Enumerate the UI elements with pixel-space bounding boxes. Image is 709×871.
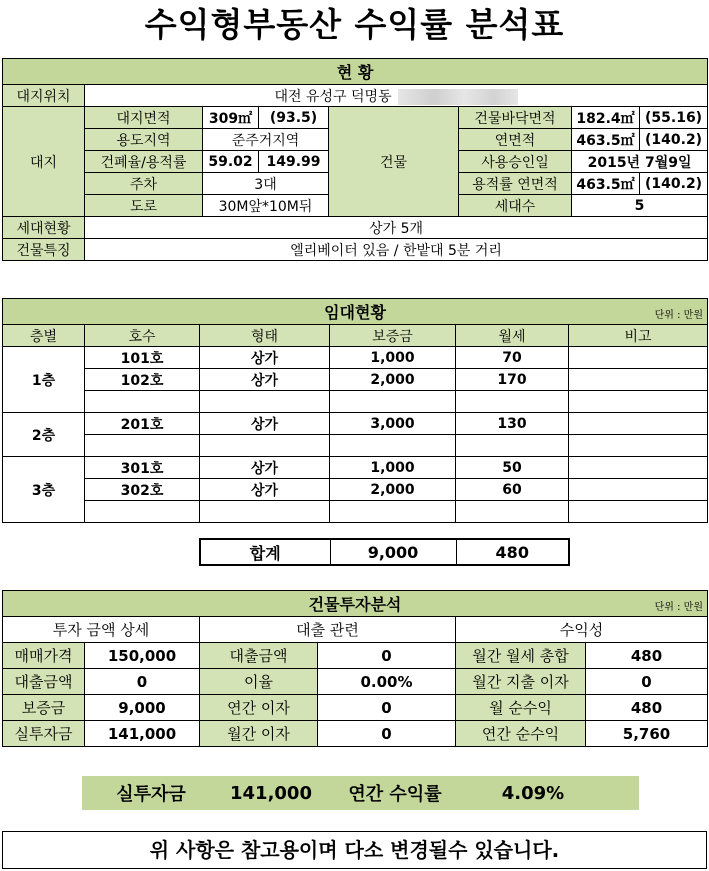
unit-number: 301호 — [85, 457, 200, 479]
total-label: 합계 — [200, 539, 330, 565]
units-count-label: 세대수 — [459, 195, 572, 217]
unit-rent: 130 — [456, 413, 569, 435]
summary-invest-value: 141,000 — [230, 782, 312, 804]
building-floor-area-label: 건물바닥면적 — [459, 107, 572, 129]
unit-type: 상가 — [200, 457, 330, 479]
invest-detail-header: 투자 금액 상세 — [3, 617, 200, 643]
unit-number — [85, 435, 200, 457]
lease-header-cell — [3, 299, 708, 325]
land-area-pyeong: (93.5) — [259, 107, 329, 129]
approval-date-label: 사용승인일 — [459, 151, 572, 173]
table-row — [3, 391, 708, 413]
col-type: 형태 — [200, 325, 330, 347]
floor-label: 2층 — [3, 413, 85, 457]
table-row — [3, 457, 708, 479]
approval-date-value: 2015년 7월9일 — [572, 151, 708, 173]
status-table — [2, 58, 708, 261]
monthly-net-income-label: 월 순수익 — [456, 695, 586, 721]
col-deposit: 보증금 — [330, 325, 456, 347]
table-row — [3, 721, 708, 747]
summary-yield-label: 연간 수익률 — [348, 784, 442, 805]
unit-deposit: 1,000 — [330, 457, 456, 479]
zoning-label: 용도지역 — [85, 129, 203, 151]
col-rent: 월세 — [456, 325, 569, 347]
road-value: 30M앞*10M뒤 — [203, 195, 329, 217]
summary-bar — [82, 776, 639, 810]
floor-label: 3층 — [3, 457, 85, 523]
invest-unit-note: 단위 : 만원 — [654, 602, 703, 613]
profit-header: 수익성 — [456, 617, 708, 643]
total-deposit: 9,000 — [330, 539, 456, 565]
table-row — [3, 643, 708, 669]
location-label: 대지위치 — [3, 85, 85, 107]
unit-number: 302호 — [85, 479, 200, 501]
loan-amount-value: 0 — [318, 643, 456, 669]
invest-header-cell — [3, 591, 708, 617]
unit-number — [85, 391, 200, 413]
total-rent: 480 — [456, 539, 569, 565]
unit-type: 상가 — [200, 347, 330, 369]
household-label: 세대현황 — [3, 217, 85, 239]
parking-label: 주차 — [85, 173, 203, 195]
unit-deposit — [330, 435, 456, 457]
feature-value: 엘리베이터 있음 / 한밭대 5분 거리 — [85, 239, 708, 261]
loan-amount-label: 대출금액 — [200, 643, 318, 669]
table-row — [3, 669, 708, 695]
monthly-interest-value: 0 — [318, 721, 456, 747]
far-area-value: 463.5㎡ — [572, 173, 640, 195]
loan-label: 대출금액 — [3, 669, 85, 695]
table-row — [3, 347, 708, 369]
parking-value: 3대 — [203, 173, 329, 195]
actual-investment-label: 실투자금 — [3, 721, 85, 747]
summary-invest-label: 실투자금 — [116, 784, 186, 805]
monthly-rent-total-value: 480 — [586, 643, 708, 669]
location-value: 대전 유성구 덕명동 — [274, 88, 392, 105]
table-row — [3, 501, 708, 523]
gross-area-value: 463.5㎡ — [572, 129, 640, 151]
sale-price-label: 매매가격 — [3, 643, 85, 669]
lease-unit-note: 단위 : 만원 — [654, 310, 704, 321]
road-label: 도로 — [85, 195, 203, 217]
invest-table — [2, 590, 708, 747]
loan-value: 0 — [85, 669, 200, 695]
monthly-interest-label: 월간 이자 — [200, 721, 318, 747]
unit-note — [569, 457, 708, 479]
building-floor-area-value: 182.4㎡ — [572, 107, 640, 129]
unit-rent — [456, 501, 569, 523]
annual-interest-label: 연간 이자 — [200, 695, 318, 721]
floor-area-ratio-value: 149.99 — [259, 151, 329, 173]
zoning-value: 준주거지역 — [203, 129, 329, 151]
table-row — [3, 369, 708, 391]
household-value: 상가 5개 — [85, 217, 708, 239]
actual-investment-value: 141,000 — [85, 721, 200, 747]
units-count-value: 5 — [572, 195, 708, 217]
unit-rent — [456, 391, 569, 413]
sale-price-value: 150,000 — [85, 643, 200, 669]
building-floor-area-pyeong: (55.16) — [640, 107, 708, 129]
status-header: 현 황 — [3, 59, 708, 85]
unit-rent: 170 — [456, 369, 569, 391]
unit-rent: 60 — [456, 479, 569, 501]
far-area-label: 용적률 연면적 — [459, 173, 572, 195]
coverage-ratio-value: 59.02 — [203, 151, 259, 173]
loan-header: 대출 관련 — [200, 617, 456, 643]
annual-net-income-value: 5,760 — [586, 721, 708, 747]
unit-type: 상가 — [200, 479, 330, 501]
summary-yield-value: 4.09% — [501, 782, 565, 804]
interest-rate-value: 0.00% — [318, 669, 456, 695]
unit-number — [85, 501, 200, 523]
unit-type: 상가 — [200, 369, 330, 391]
coverage-ratio-label: 건폐율/용적률 — [85, 151, 203, 173]
unit-rent: 70 — [456, 347, 569, 369]
table-row — [3, 435, 708, 457]
lease-table — [2, 298, 708, 523]
gross-area-pyeong: (140.2) — [640, 129, 708, 151]
redacted-address — [398, 89, 518, 105]
feature-label: 건물특징 — [3, 239, 85, 261]
location-cell — [85, 85, 708, 107]
unit-number: 101호 — [85, 347, 200, 369]
monthly-interest-expense-label: 월간 지출 이자 — [456, 669, 586, 695]
unit-deposit — [330, 391, 456, 413]
unit-deposit: 1,000 — [330, 347, 456, 369]
unit-number: 201호 — [85, 413, 200, 435]
table-row — [3, 413, 708, 435]
unit-type — [200, 435, 330, 457]
disclaimer: 위 사항은 참고용이며 다소 변경될수 있습니다. — [2, 831, 707, 869]
unit-deposit — [330, 501, 456, 523]
unit-note — [569, 435, 708, 457]
unit-note — [569, 413, 708, 435]
unit-type: 상가 — [200, 413, 330, 435]
lease-header: 임대현황 — [324, 303, 386, 322]
col-unit: 호수 — [85, 325, 200, 347]
unit-note — [569, 391, 708, 413]
monthly-interest-expense-value: 0 — [586, 669, 708, 695]
page-title: 수익형부동산 수익률 분석표 — [144, 5, 565, 44]
deposit-value: 9,000 — [85, 695, 200, 721]
unit-note — [569, 347, 708, 369]
deposit-label: 보증금 — [3, 695, 85, 721]
interest-rate-label: 이율 — [200, 669, 318, 695]
unit-number: 102호 — [85, 369, 200, 391]
table-row — [3, 695, 708, 721]
invest-header: 건물투자분석 — [308, 595, 402, 614]
floor-label: 1층 — [3, 347, 85, 413]
unit-note — [569, 479, 708, 501]
land-label: 대지 — [3, 107, 85, 217]
land-area-label: 대지면적 — [85, 107, 203, 129]
unit-deposit: 2,000 — [330, 369, 456, 391]
far-area-pyeong: (140.2) — [640, 173, 708, 195]
col-note: 비고 — [569, 325, 708, 347]
lease-total-table — [199, 538, 570, 566]
monthly-net-income-value: 480 — [586, 695, 708, 721]
annual-interest-value: 0 — [318, 695, 456, 721]
table-row — [3, 479, 708, 501]
unit-note — [569, 369, 708, 391]
unit-rent: 50 — [456, 457, 569, 479]
unit-deposit: 3,000 — [330, 413, 456, 435]
monthly-rent-total-label: 월간 월세 총합 — [456, 643, 586, 669]
col-floor: 층별 — [3, 325, 85, 347]
annual-net-income-label: 연간 순수익 — [456, 721, 586, 747]
unit-note — [569, 501, 708, 523]
unit-type — [200, 501, 330, 523]
gross-area-label: 연면적 — [459, 129, 572, 151]
unit-deposit: 2,000 — [330, 479, 456, 501]
unit-rent — [456, 435, 569, 457]
unit-type — [200, 391, 330, 413]
land-area-value: 309㎡ — [203, 107, 259, 129]
building-label: 건물 — [329, 107, 459, 217]
